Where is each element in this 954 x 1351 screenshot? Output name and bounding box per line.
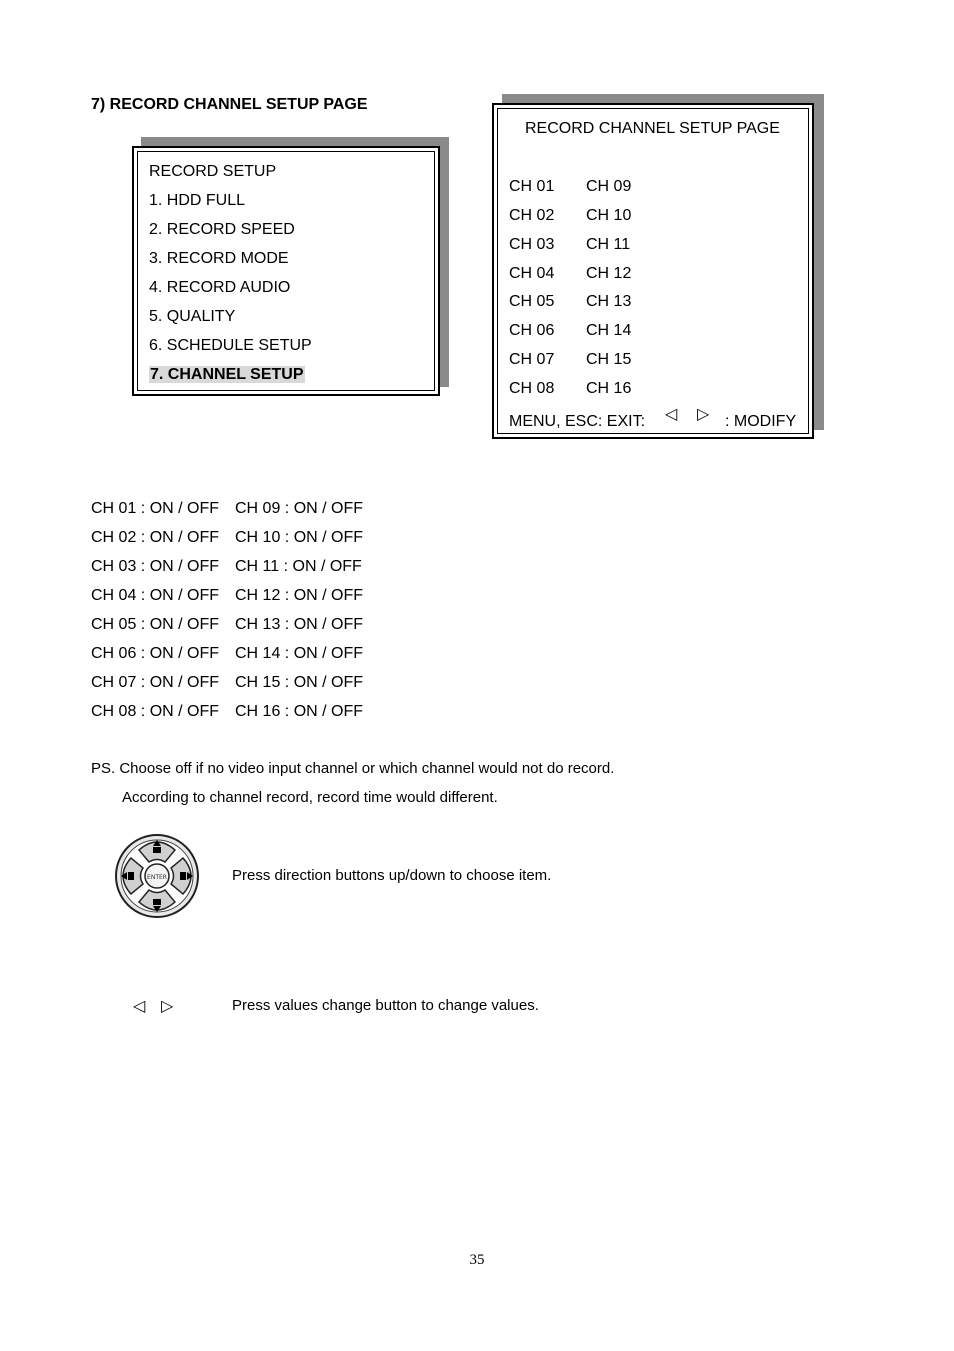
option-ch05: CH 05 : ON / OFF <box>91 616 220 633</box>
list-item <box>91 616 364 634</box>
ps-note-line2: According to channel record, record time would different. <box>122 789 498 806</box>
channel-ch09[interactable]: CH 09 <box>586 178 632 195</box>
list-item <box>91 587 364 605</box>
option-ch15: CH 15 : ON / OFF <box>235 674 364 691</box>
option-ch08: CH 08 : ON / OFF <box>91 703 220 720</box>
list-item <box>91 558 362 576</box>
option-ch09: CH 09 : ON / OFF <box>235 500 364 517</box>
channel-setup-screen <box>492 103 814 439</box>
channel-ch03[interactable]: CH 03 <box>509 236 555 253</box>
option-ch02: CH 02 : ON / OFF <box>91 529 220 546</box>
option-ch07: CH 07 : ON / OFF <box>91 674 220 691</box>
menu-item-hdd-full[interactable]: 1. HDD FULL <box>149 192 246 209</box>
menu-item-channel-setup[interactable] <box>149 366 305 384</box>
section-heading: 7) RECORD CHANNEL SETUP PAGE <box>91 96 368 113</box>
channel-ch07[interactable]: CH 07 <box>509 351 555 368</box>
channel-ch04[interactable]: CH 04 <box>509 265 555 282</box>
menu-item-record-mode[interactable]: 3. RECORD MODE <box>149 250 289 267</box>
record-setup-menu <box>132 146 440 396</box>
channel-ch13[interactable]: CH 13 <box>586 293 632 310</box>
option-ch03: CH 03 : ON / OFF <box>91 558 220 575</box>
list-item <box>91 529 364 547</box>
option-ch06: CH 06 : ON / OFF <box>91 645 220 662</box>
list-item <box>91 645 364 663</box>
channel-ch08[interactable]: CH 08 <box>509 380 555 397</box>
option-ch10: CH 10 : ON / OFF <box>235 529 364 546</box>
channel-ch10[interactable]: CH 10 <box>586 207 632 224</box>
record-setup-title: RECORD SETUP <box>149 163 277 180</box>
list-item <box>91 500 364 518</box>
channel-ch11[interactable]: CH 11 <box>586 236 631 253</box>
option-ch12: CH 12 : ON / OFF <box>235 587 364 604</box>
option-ch04: CH 04 : ON / OFF <box>91 587 220 604</box>
channel-ch05[interactable]: CH 05 <box>509 293 555 310</box>
right-arrow-icon: ▷ <box>697 406 710 423</box>
menu-item-channel-setup-label: 7. CHANNEL SETUP <box>150 366 304 383</box>
option-ch16: CH 16 : ON / OFF <box>235 703 364 720</box>
channel-setup-title: RECORD CHANNEL SETUP PAGE <box>525 120 780 137</box>
option-ch01: CH 01 : ON / OFF <box>91 500 220 517</box>
channel-ch15[interactable]: CH 15 <box>586 351 632 368</box>
menu-item-record-audio[interactable]: 4. RECORD AUDIO <box>149 279 291 296</box>
option-ch11: CH 11 : ON / OFF <box>235 558 362 575</box>
option-ch13: CH 13 : ON / OFF <box>235 616 364 633</box>
direction-instruction: Press direction buttons up/down to choose item. <box>232 867 552 884</box>
channel-ch14[interactable]: CH 14 <box>586 322 632 339</box>
value-left-arrow-icon: ◁ <box>133 998 146 1015</box>
value-right-arrow-icon: ▷ <box>161 998 174 1015</box>
menu-item-quality[interactable]: 5. QUALITY <box>149 308 236 325</box>
channel-ch01[interactable]: CH 01 <box>509 178 555 195</box>
list-item <box>91 674 364 692</box>
option-ch14: CH 14 : ON / OFF <box>235 645 364 662</box>
menu-item-schedule-setup[interactable]: 6. SCHEDULE SETUP <box>149 337 312 354</box>
direction-pad-icon <box>113 832 207 920</box>
channel-ch02[interactable]: CH 02 <box>509 207 555 224</box>
left-arrow-icon: ◁ <box>665 406 678 423</box>
channel-ch12[interactable]: CH 12 <box>586 265 632 282</box>
value-instruction: Press values change button to change values. <box>232 997 539 1014</box>
channel-ch16[interactable]: CH 16 <box>586 380 632 397</box>
footer-modify-label: : MODIFY <box>725 413 797 430</box>
menu-item-record-speed[interactable]: 2. RECORD SPEED <box>149 221 295 238</box>
ps-note-line1: PS. Choose off if no video input channel or which channel would not do record. <box>91 760 615 777</box>
list-item <box>91 703 364 721</box>
page-number: 35 <box>469 1252 485 1268</box>
channel-ch06[interactable]: CH 06 <box>509 322 555 339</box>
enter-label: ENTER <box>147 874 167 881</box>
footer-exit-label: MENU, ESC: EXIT: <box>509 413 646 430</box>
